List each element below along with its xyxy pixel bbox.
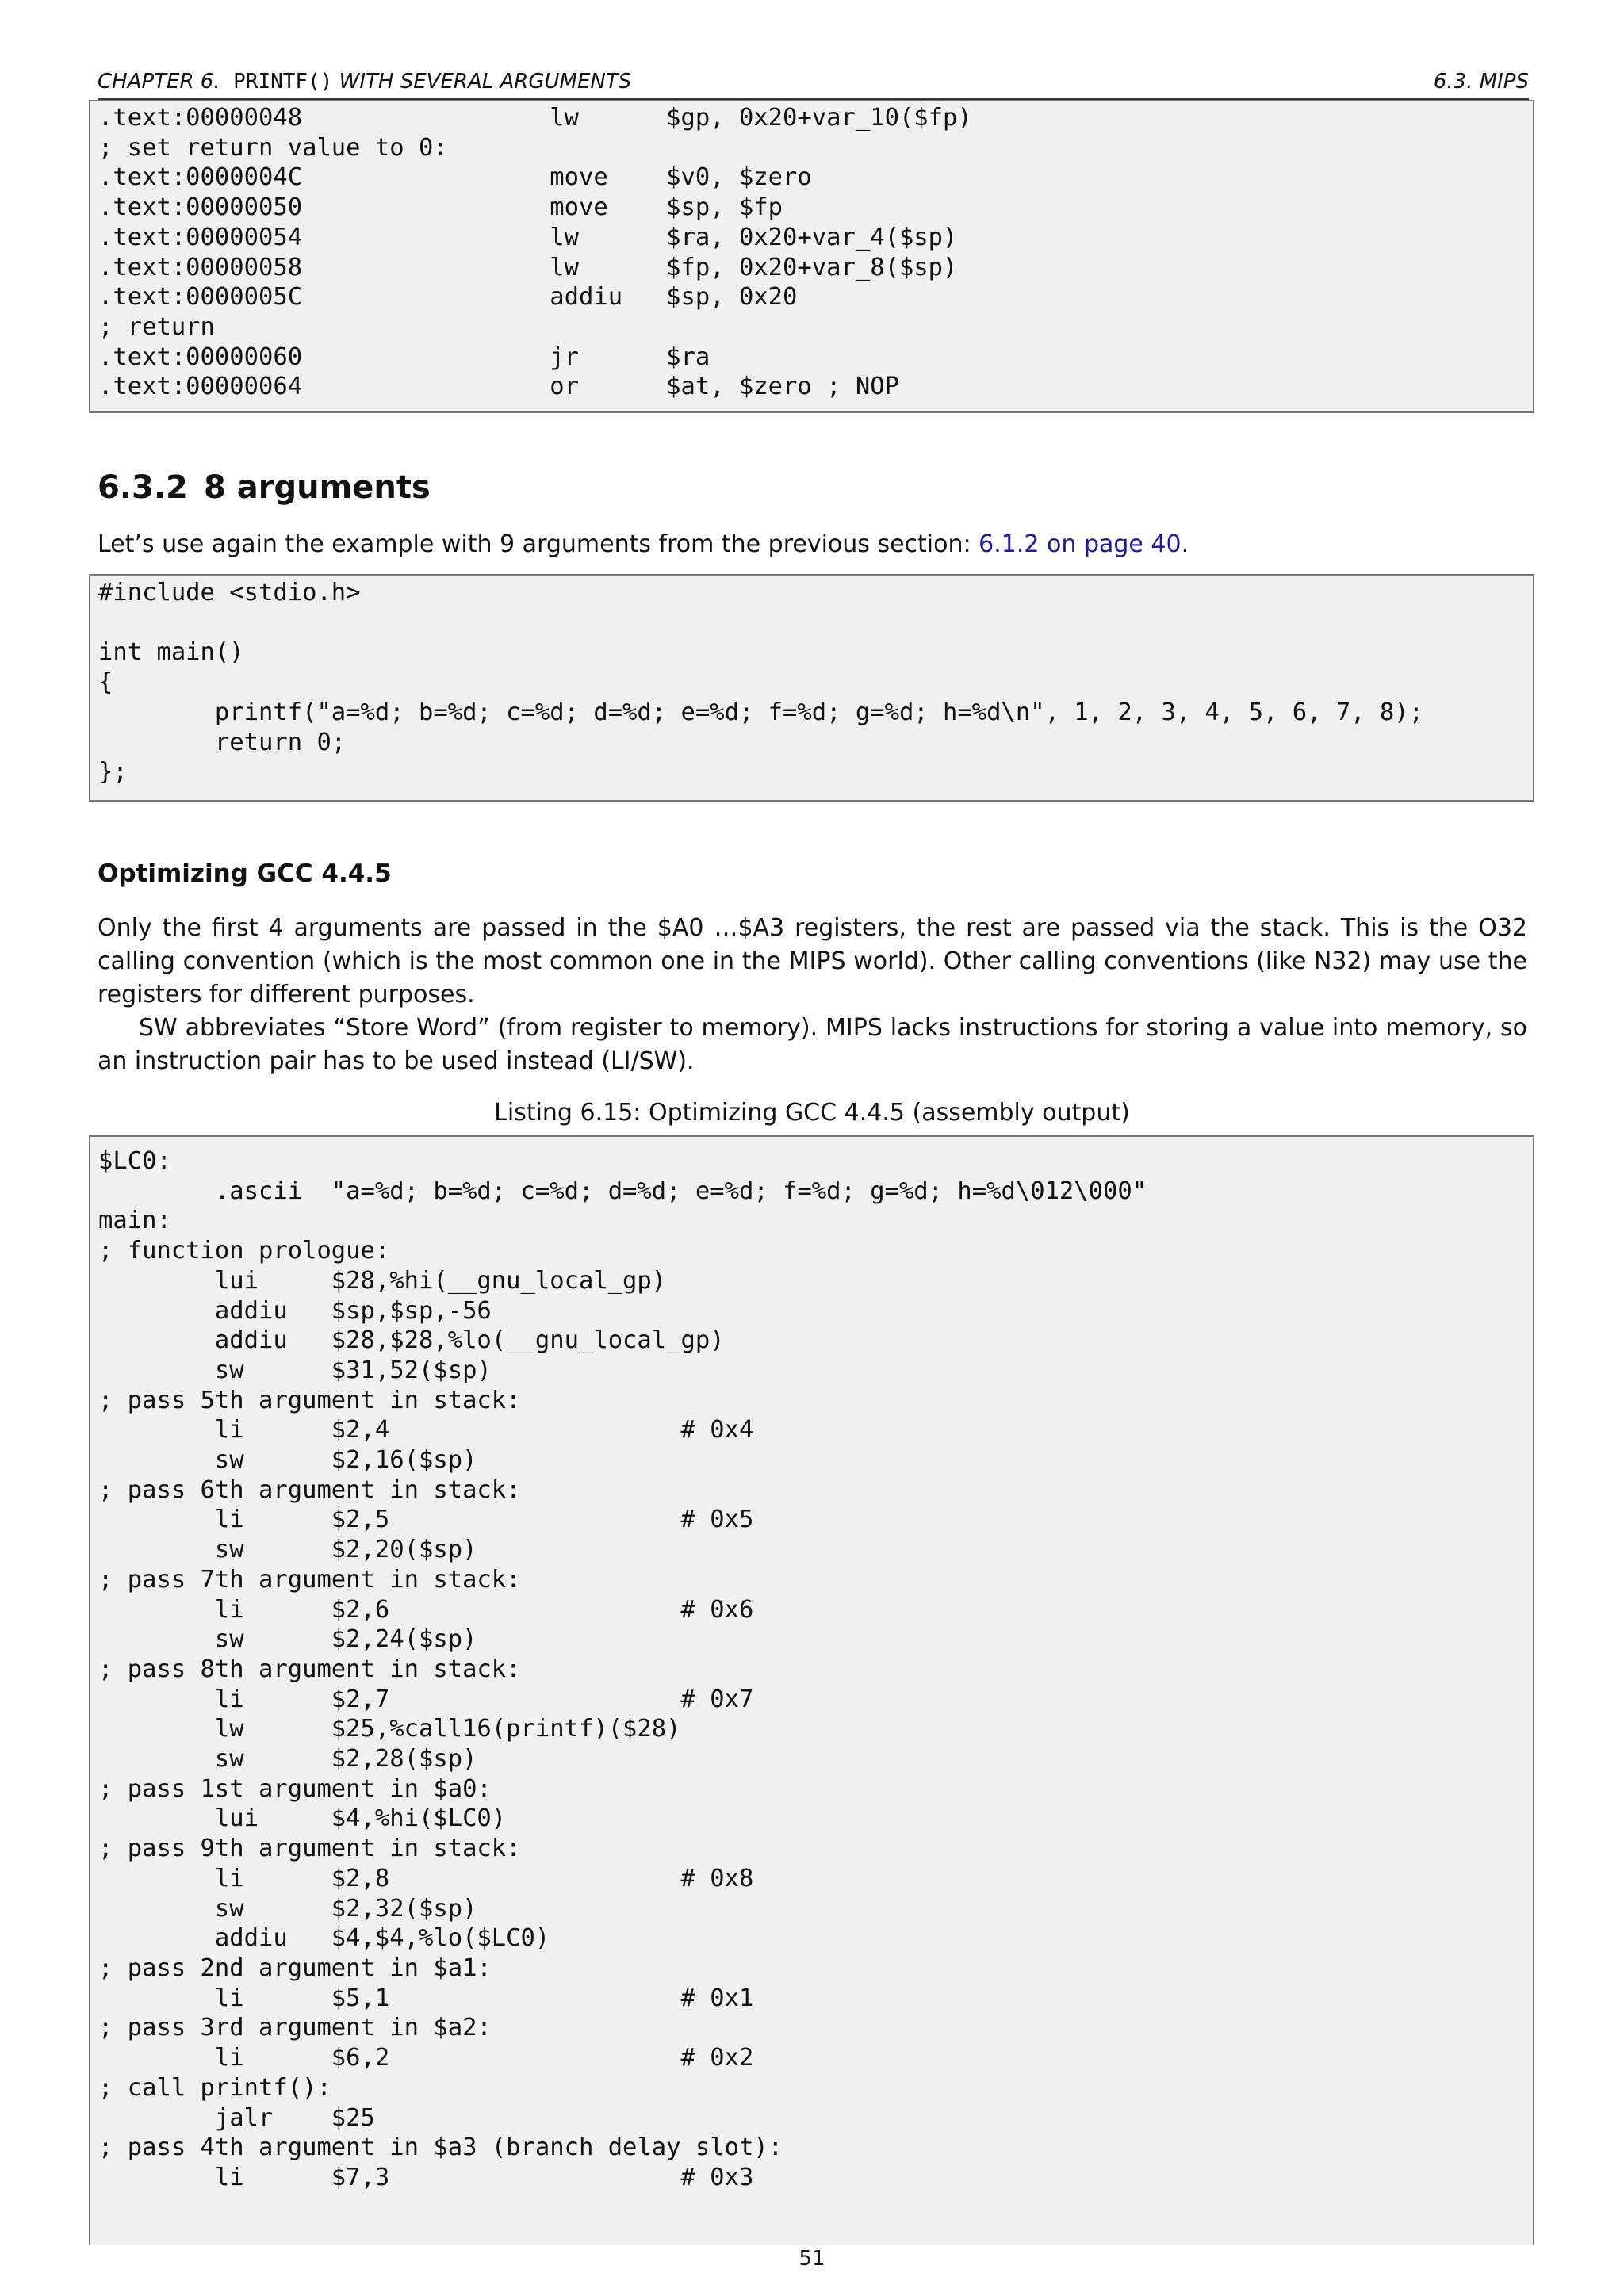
code-block: $LC0: .ascii "a=%d; b=%d; c=%d; d=%d; e=%d; f=%d; g=%d; h=%d\012\000" main: ; function prologue: lui $28,%hi(__gnu_local_gp) addiu $sp,$sp,-56 addiu $28,$28,%lo(__gnu_local_gp) sw $31,52($sp) ; pass 5th argument in stack: li $2,4 # 0x4 sw $2,16($sp) ; pass 6th argument in stack: li $2,5 # 0x5 sw $2,20($sp) ; pass 7th argument in stack: li $2,6 # 0x6 sw $2,24($sp) ; pass 8th argument in stack: li $2,7 # 0x7 lw $25,%call16(printf)($28) sw $2,28($sp) ; pass 1st argument in $a0: lui $4,%hi($LC0) ; pass 9th argument in stack: li $2,8 # 0x8 sw $2,32($sp) addiu $4,$4,%lo($LC0) ; pass 2nd argument in $a1: li $5,1 # 0x1 ; pass 3rd argument in $a2: li $6,2 # 0x2 ; call printf(): jalr $25 ; pass 4th argument in $a3 (branch delay slot): li $7,3 # 0x3 <box>98 1147 1147 2191</box>
listing-previous <box>89 100 1534 413</box>
page-number: 51 <box>799 2247 825 2271</box>
asm-listing <box>89 1135 1534 2245</box>
chapter-prefix: CHAPTER 6. <box>98 70 220 94</box>
section-name: 8 arguments <box>204 469 431 506</box>
chapter-code: PRINTF() <box>233 70 333 94</box>
section-number: 6.3.2 <box>98 469 188 506</box>
code-block: .text:00000048 lw $gp, 0x20+var_10($fp) ; set return value to 0: .text:0000004C move $v0, $zero .text:00000050 move $sp, $fp .text:00000054 lw $ra, 0x20+var_4($sp) .text:00000058 lw $fp, 0x20+var_8($sp) .text:0000005C addiu $sp, 0x20 ; return .text:00000060 jr $ra .text:00000064 or $at, $zero ; NOP <box>98 104 972 401</box>
intro-end: . <box>1181 530 1189 558</box>
c-source-listing <box>89 574 1534 802</box>
intro-text: Let’s use again the example with 9 arguments from the previous section: <box>98 530 979 558</box>
section-heading: 6.3. MIPS <box>1433 70 1529 94</box>
code-block: #include <stdio.h> int main() { printf("a=%d; b=%d; c=%d; d=%d; e=%d; f=%d; g=%d; h=%d\n", 1, 2, 3, 4, 5, 6, 7, 8); return 0; }; <box>98 579 1423 786</box>
paragraph: Only the first 4 arguments are passed in the $A0 …$A3 registers, the rest are passed via the stack. This is the O32 calling convention (which is the most common one in the MIPS world). Other calling conventions (like N32) may use the registers for different purposes. <box>98 914 1527 1008</box>
chapter-heading <box>98 70 631 94</box>
running-header <box>98 68 1529 100</box>
page-reference-link[interactable]: 6.1.2 on page 40 <box>979 530 1182 558</box>
paragraph: SW abbreviates “Store Word” (from register to memory). MIPS lacks instructions for storing a value into memory, so an instruction pair has to be used instead (LI/SW). <box>98 1014 1527 1075</box>
chapter-suffix: WITH SEVERAL ARGUMENTS <box>339 70 632 94</box>
intro-paragraph <box>98 528 1527 561</box>
listing-caption: Listing 6.15: Optimizing GCC 4.4.5 (assembly output) <box>494 1099 1130 1127</box>
subsection-title: Optimizing GCC 4.4.5 <box>98 859 392 888</box>
section-title <box>98 469 431 506</box>
